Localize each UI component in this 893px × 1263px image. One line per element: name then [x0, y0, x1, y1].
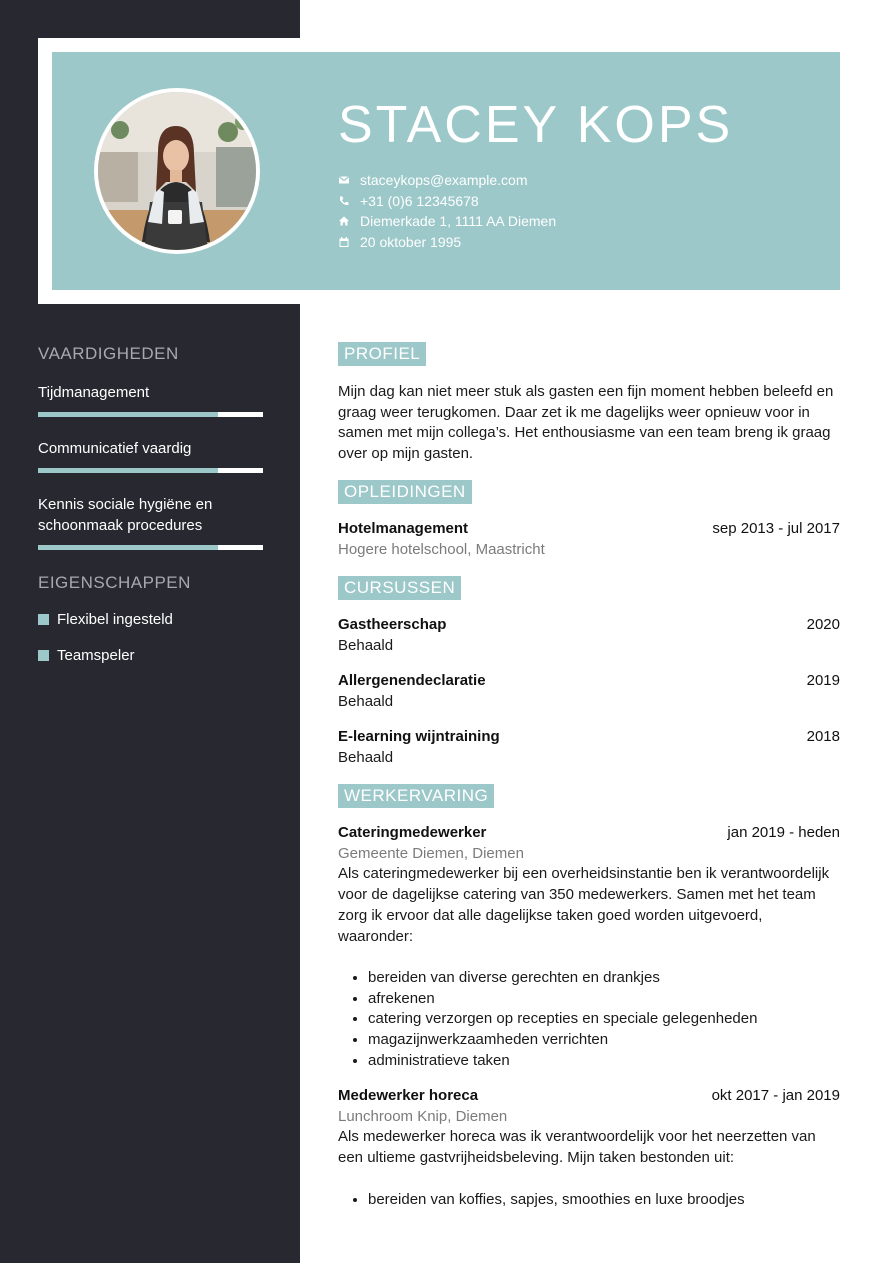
skill-item [38, 494, 263, 550]
task-list [338, 1190, 840, 1211]
skill-bar-fill [38, 412, 218, 417]
square-bullet-icon [38, 614, 49, 625]
task-item: • catering verzorgen op recepties en speciale gelegenheden [368, 1009, 840, 1030]
task-item: • magazijnwerkzaamheden verrichten [368, 1030, 840, 1051]
trait-label: Teamspeler [57, 647, 135, 664]
entry-institution: Hogere hotelschool, Maastricht [338, 540, 545, 558]
entry-description: Als medewerker horeca was ik verantwoordelijk voor het neerzetten van een ultieme gastvrijheidsbeleving. Mijn taken bestonden uit: [338, 1128, 816, 1167]
skill-bar [38, 545, 263, 550]
home-icon [338, 215, 350, 227]
entry-employer: Gemeente Diemen, Diemen [338, 844, 524, 862]
traits-title: EIGENSCHAPPEN [38, 573, 191, 592]
skill-bar [38, 412, 263, 417]
entry-employer: Lunchroom Knip, Diemen [338, 1107, 508, 1125]
contact-birthdate [338, 232, 556, 253]
entry-date: sep 2013 - jul 2017 [712, 520, 840, 537]
entry-date: 2020 [806, 616, 840, 633]
entry-date: 2018 [806, 728, 840, 745]
course-entry [338, 727, 840, 768]
contact-address-text: Diemerkade 1, 1111 AA Diemen [360, 213, 557, 230]
entry-title: Medewerker horeca [338, 1087, 479, 1104]
trait-label: Flexibel ingesteld [57, 611, 173, 628]
entry-date: jan 2019 - heden [727, 824, 840, 841]
contact-birthdate-text: 20 oktober 1995 [360, 233, 462, 250]
contact-phone-text: +31 (0)6 12345678 [360, 192, 479, 209]
profile-photo [94, 88, 260, 254]
entry-description: Als cateringmedewerker bij een overheidsinstantie ben ik verantwoordelijk voor de dagelijkse catering van 350 medewerkers. Samen met het team zorg ik ervoor dat alle dagelijkse taken goed worden uitgevoerd, waaronder: [338, 865, 830, 945]
course-entry [338, 615, 840, 656]
entry-title: E-learning wijntraining [338, 728, 500, 745]
entry-title: Gastheerschap [338, 616, 447, 633]
entry-title: Hotelmanagement [338, 520, 469, 537]
contact-email-text: staceykops@example.com [360, 172, 528, 189]
candidate-name: STACEY KOPS [338, 96, 734, 154]
calendar-icon [338, 236, 350, 248]
contact-email[interactable] [338, 170, 556, 191]
profile-text: Mijn dag kan niet meer stuk als gasten een fijn moment hebben beleefd en graag weer terugkomen. Daar zet ik me dagelijks weer opnieuw voor in samen met mijn collega’s. Het enthousiasme van een team breng ik graag over op mijn gasten. [338, 383, 834, 463]
contact-list [338, 170, 556, 252]
entry-title: Cateringmedewerker [338, 824, 487, 841]
entry-status: Behaald [338, 636, 394, 654]
course-entry [338, 671, 840, 712]
email-icon [338, 174, 350, 186]
contact-address [338, 211, 556, 232]
skill-name: Tijdmanagement [38, 384, 150, 401]
skill-item [38, 438, 263, 473]
trait-item [38, 611, 173, 628]
contact-phone[interactable] [338, 191, 556, 212]
task-item: • administratieve taken [368, 1051, 840, 1072]
experience-entry [338, 1086, 840, 1210]
square-bullet-icon [38, 650, 49, 661]
trait-item [38, 647, 135, 664]
skills-title: VAARDIGHEDEN [38, 344, 179, 363]
entry-status: Behaald [338, 692, 394, 710]
phone-icon [338, 195, 350, 207]
task-item: • bereiden van koffies, sapjes, smoothies en luxe broodjes [368, 1190, 840, 1211]
section-title-education: OPLEIDINGEN [338, 480, 472, 504]
education-entry [338, 519, 840, 560]
section-title-experience: WERKERVARING [338, 784, 494, 808]
section-title-courses: CURSUSSEN [338, 576, 461, 600]
entry-date: 2019 [806, 672, 840, 689]
experience-entry [338, 823, 840, 1071]
task-list [338, 968, 840, 1072]
section-title-profile: PROFIEL [338, 342, 426, 366]
entry-title: Allergenendeclaratie [338, 672, 486, 689]
skill-bar-fill [38, 545, 218, 550]
skill-bar [38, 468, 263, 473]
skill-item [38, 382, 263, 417]
entry-date: okt 2017 - jan 2019 [711, 1087, 840, 1104]
task-item: • bereiden van diverse gerechten en drankjes [368, 968, 840, 989]
skill-name: Communicatief vaardig [38, 440, 192, 457]
entry-status: Behaald [338, 748, 394, 766]
skill-name: Kennis sociale hygiëne en schoonmaak procedures [38, 496, 213, 534]
skill-bar-fill [38, 468, 218, 473]
task-item: • afrekenen [368, 989, 840, 1010]
